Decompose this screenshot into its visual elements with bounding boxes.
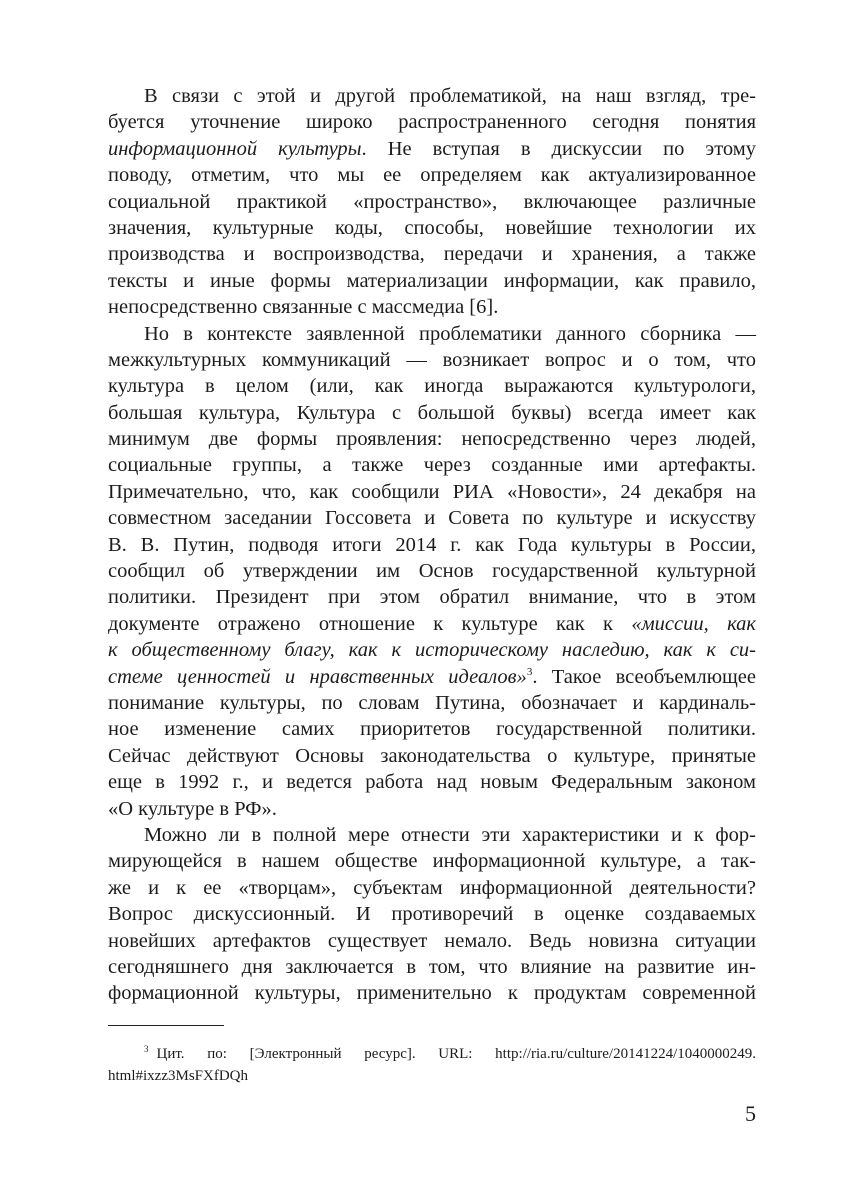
text-line — [108, 769, 756, 795]
text-run: же и к ее «творцам», субъектам информационной деятельности? — [108, 876, 756, 899]
italic-run: стеме ценностей и нравственных идеалов» — [108, 665, 527, 688]
text-run: буется уточнение широко распространенного сегодня понятия — [108, 111, 756, 134]
text-run: минимум две формы проявления: непосредственно через людей, — [108, 428, 756, 451]
text-line — [108, 162, 756, 188]
text-run: В. В. Путин, подводя итоги 2014 г. как Года культуры в России, — [108, 533, 756, 556]
text-line — [108, 716, 756, 742]
text-run: . Такое всеобъемлющее — [532, 665, 757, 688]
text-run: поводу, отметим, что мы ее определяем как актуализированное — [108, 164, 756, 187]
text-line — [108, 479, 756, 505]
text-line — [108, 558, 756, 584]
text-line — [108, 136, 756, 162]
text-run: ное изменение самих приоритетов государственной политики. — [108, 718, 756, 741]
text-line — [108, 664, 756, 690]
text-run: новейших артефактов существует немало. Ведь новизна ситуации — [108, 929, 756, 952]
text-line — [108, 215, 756, 241]
footnote-text: Цит. по: [Электронный ресурс]. URL: http://ria.ru/culture/20141224/1040000249. — [156, 1046, 756, 1062]
text-run: мирующейся в нашем обществе информационной культуре, а так- — [108, 850, 756, 873]
paragraph — [108, 321, 756, 822]
footnote-separator — [108, 1025, 224, 1026]
text-run: понимание культуры, по словам Путина, обозначает и кардиналь- — [108, 691, 756, 714]
text-line — [108, 796, 756, 822]
text-line — [108, 373, 756, 399]
text-run: Но в контексте заявленной проблематики данного сборника — — [144, 322, 756, 345]
text-run: межкультурных коммуникаций — возникает вопрос и о том, что — [108, 348, 756, 371]
text-run: «О культуре в РФ». — [108, 797, 277, 820]
text-line — [108, 452, 756, 478]
text-run: непосредственно связанные с массмедиа [6]. — [108, 296, 499, 319]
italic-run: информационной культуры — [108, 137, 362, 160]
text-run: формационной культуры, применительно к продуктам современной — [108, 982, 756, 1005]
text-line — [108, 294, 756, 320]
footnote-reference: 3 — [526, 665, 533, 678]
text-line — [108, 901, 756, 927]
text-run: Примечательно, что, как сообщили РИА «Новости», 24 декабря на — [108, 480, 756, 503]
text-run: культура в целом (или, как иногда выражаются культурологи, — [108, 375, 756, 398]
footnote-line — [108, 1043, 756, 1065]
text-line — [108, 928, 756, 954]
text-line — [108, 875, 756, 901]
text-run: социальные группы, а также через созданные ими артефакты. — [108, 454, 756, 477]
text-line — [108, 611, 756, 637]
text-line — [108, 109, 756, 135]
text-line — [108, 743, 756, 769]
text-run: социальной практикой «пространство», включающее различные — [108, 190, 756, 213]
text-run: Можно ли в полной мере отнести эти характеристики и к фор- — [144, 823, 756, 846]
footnote-line — [108, 1065, 756, 1087]
text-line — [108, 505, 756, 531]
text-line — [108, 980, 756, 1006]
text-run: Вопрос дискуссионный. И противоречий в оценке создаваемых — [108, 903, 756, 926]
italic-run: «миссии, как — [631, 612, 757, 635]
text-run: тексты и иные формы материализации информации, как правило, — [108, 269, 756, 292]
text-line — [108, 532, 756, 558]
text-line — [108, 637, 756, 663]
text-run: значения, культурные коды, способы, новейшие технологии их — [108, 216, 756, 239]
footnote — [108, 1043, 756, 1087]
footnote-marker: 3 — [144, 1044, 149, 1054]
body-text — [108, 83, 756, 1007]
text-line — [108, 83, 756, 109]
text-line — [108, 426, 756, 452]
italic-run: к общественному благу, как к историческому наследию, как к си- — [108, 639, 756, 662]
text-line — [108, 241, 756, 267]
page-number: 5 — [745, 1101, 756, 1126]
text-line — [108, 268, 756, 294]
text-line — [108, 584, 756, 610]
text-run: сообщил об утверждении им Основ государственной культурной — [108, 560, 756, 583]
text-run: политики. Президент при этом обратил внимание, что в этом — [108, 586, 756, 609]
text-line — [108, 690, 756, 716]
paragraph — [108, 83, 756, 321]
text-run: совместном заседании Госсовета и Совета по культуре и искусству — [108, 507, 756, 530]
text-line — [108, 822, 756, 848]
paragraph — [108, 822, 756, 1007]
text-run: сегодняшнего дня заключается в том, что влияние на развитие ин- — [108, 955, 756, 978]
text-line — [108, 189, 756, 215]
text-line — [108, 400, 756, 426]
text-run: еще в 1992 г., и ведется работа над новым Федеральным законом — [108, 771, 756, 794]
text-run: В связи с этой и другой проблематикой, на наш взгляд, тре- — [144, 85, 756, 107]
text-line — [108, 347, 756, 373]
footnote-text: html#ixzz3MsFXfDQh — [108, 1068, 248, 1084]
text-line — [108, 848, 756, 874]
text-run: большая культура, Культура с большой буквы) всегда имеет как — [108, 401, 756, 424]
text-line — [108, 954, 756, 980]
text-run: документе отражено отношение к культуре как к — [108, 612, 632, 635]
text-line — [108, 321, 756, 347]
text-run: производства и воспроизводства, передачи и хранения, а также — [108, 243, 756, 266]
text-run: . Не вступая в дискуссии по этому — [361, 137, 756, 160]
text-run: Сейчас действуют Основы законодательства о культуре, принятые — [108, 744, 756, 767]
